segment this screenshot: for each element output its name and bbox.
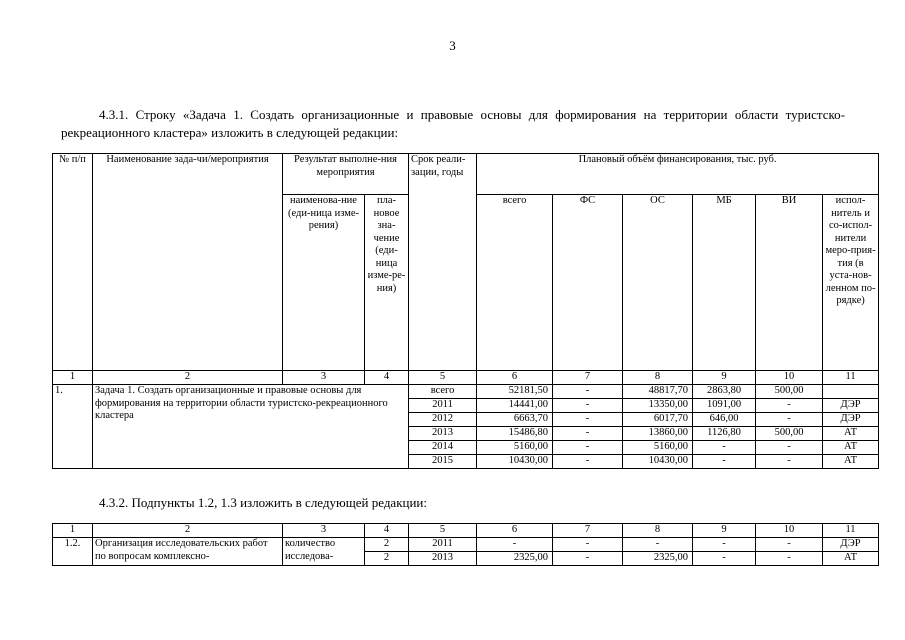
table-row [53,385,879,399]
executor-cell: АТ [823,455,879,469]
executor-cell: АТ [823,427,879,441]
column-number: 4 [365,524,409,538]
total-cell: - [477,538,553,552]
header-executor: испол-нитель и со-испол-нители меро-прия-тия (в уста-нов-ленном по-рядке) [823,195,879,371]
total-cell: 14441,00 [477,399,553,413]
header-mb: МБ [693,195,756,371]
value-cell: 2 [365,538,409,552]
total-cell: 52181,50 [477,385,553,399]
column-number: 6 [477,371,553,385]
column-number: 9 [693,371,756,385]
column-number: 10 [756,371,823,385]
header-total: всего [477,195,553,371]
header-number: № п/п [53,154,93,371]
column-number: 2 [93,524,283,538]
total-cell: 6663,70 [477,413,553,427]
os-cell: 6017,70 [623,413,693,427]
term-cell: 2014 [409,441,477,455]
paragraph-4-3-2 [61,494,845,512]
fs-cell: - [553,385,623,399]
executor-cell [823,385,879,399]
total-cell: 10430,00 [477,455,553,469]
vi-cell: - [756,538,823,552]
executor-cell: ДЭР [823,538,879,552]
column-number: 4 [365,371,409,385]
vi-cell: - [756,441,823,455]
mb-cell: - [693,552,756,566]
os-cell: 13350,00 [623,399,693,413]
executor-cell: ДЭР [823,399,879,413]
fs-cell: - [553,538,623,552]
vi-cell: 500,00 [756,385,823,399]
total-cell: 15486,80 [477,427,553,441]
fs-cell: - [553,413,623,427]
column-number: 1 [53,524,93,538]
vi-cell: - [756,399,823,413]
executor-cell: ДЭР [823,413,879,427]
header-result-name: наименова-ние (еди-ница изме-рения) [283,195,365,371]
header-os: ОС [623,195,693,371]
column-number: 1 [53,371,93,385]
item-number: 1.2. [53,538,93,566]
term-cell: 2013 [409,552,477,566]
term-cell: 2011 [409,399,477,413]
task-1-table [52,153,879,469]
table-row [53,538,879,552]
os-cell: 13860,00 [623,427,693,441]
paragraph-4-3-1 [61,106,845,142]
fs-cell: - [553,552,623,566]
task-number: 1. [53,385,93,469]
executor-cell: АТ [823,441,879,455]
term-cell: 2013 [409,427,477,441]
os-cell: 10430,00 [623,455,693,469]
term-cell: всего [409,385,477,399]
column-number: 2 [93,371,283,385]
total-cell: 2325,00 [477,552,553,566]
term-cell: 2011 [409,538,477,552]
paragraph-4-3-2-text: 4.3.2. Подпункты 1.2, 1.3 изложить в следующей редакции: [99,495,427,510]
column-number: 7 [553,371,623,385]
item-name: Организация исследовательских работ по вопросам комплексно- [93,538,283,566]
mb-cell: - [693,538,756,552]
column-number: 8 [623,524,693,538]
mb-cell: 1091,00 [693,399,756,413]
column-number: 5 [409,524,477,538]
total-cell: 5160,00 [477,441,553,455]
task-name: Задача 1. Создать организационные и правовые основы для формирования на территории области туристско-рекреационного кластера [93,385,409,469]
executor-cell: АТ [823,552,879,566]
page-number: 3 [449,38,456,53]
column-number: 5 [409,371,477,385]
column-number: 7 [553,524,623,538]
value-cell: 2 [365,552,409,566]
mb-cell: - [693,455,756,469]
column-number: 11 [823,524,879,538]
fs-cell: - [553,399,623,413]
header-term: Срок реали-зации, годы [409,154,477,371]
fs-cell: - [553,455,623,469]
column-number: 6 [477,524,553,538]
header-result-value: пла-новое зна-чение (еди-ница изме-ре-ния) [365,195,409,371]
header-task-name: Наименование зада-чи/мероприятия [93,154,283,371]
column-numbers-row [53,371,879,385]
column-number: 11 [823,371,879,385]
mb-cell: - [693,441,756,455]
vi-cell: - [756,413,823,427]
mb-cell: 1126,80 [693,427,756,441]
subitems-table [52,523,879,566]
os-cell: 48817,70 [623,385,693,399]
result-name: количество исследова- [283,538,365,566]
vi-cell: - [756,455,823,469]
column-number: 9 [693,524,756,538]
header-result: Результат выполне-ния мероприятия [283,154,409,195]
term-cell: 2015 [409,455,477,469]
header-fs: ФС [553,195,623,371]
column-number: 3 [283,371,365,385]
os-cell: - [623,538,693,552]
fs-cell: - [553,441,623,455]
os-cell: 5160,00 [623,441,693,455]
column-number: 8 [623,371,693,385]
vi-cell: 500,00 [756,427,823,441]
column-number: 10 [756,524,823,538]
header-funding: Плановый объём финансирования, тыс. руб. [477,154,879,195]
column-number: 3 [283,524,365,538]
os-cell: 2325,00 [623,552,693,566]
mb-cell: 2863,80 [693,385,756,399]
term-cell: 2012 [409,413,477,427]
mb-cell: 646,00 [693,413,756,427]
column-numbers-row [53,524,879,538]
vi-cell: - [756,552,823,566]
header-vi: ВИ [756,195,823,371]
fs-cell: - [553,427,623,441]
paragraph-4-3-1-text: 4.3.1. Строку «Задача 1. Создать организационные и правовые основы для формирования на территории области туристско-рекреационного кластера» изложить в следующей редакции: [61,107,845,140]
